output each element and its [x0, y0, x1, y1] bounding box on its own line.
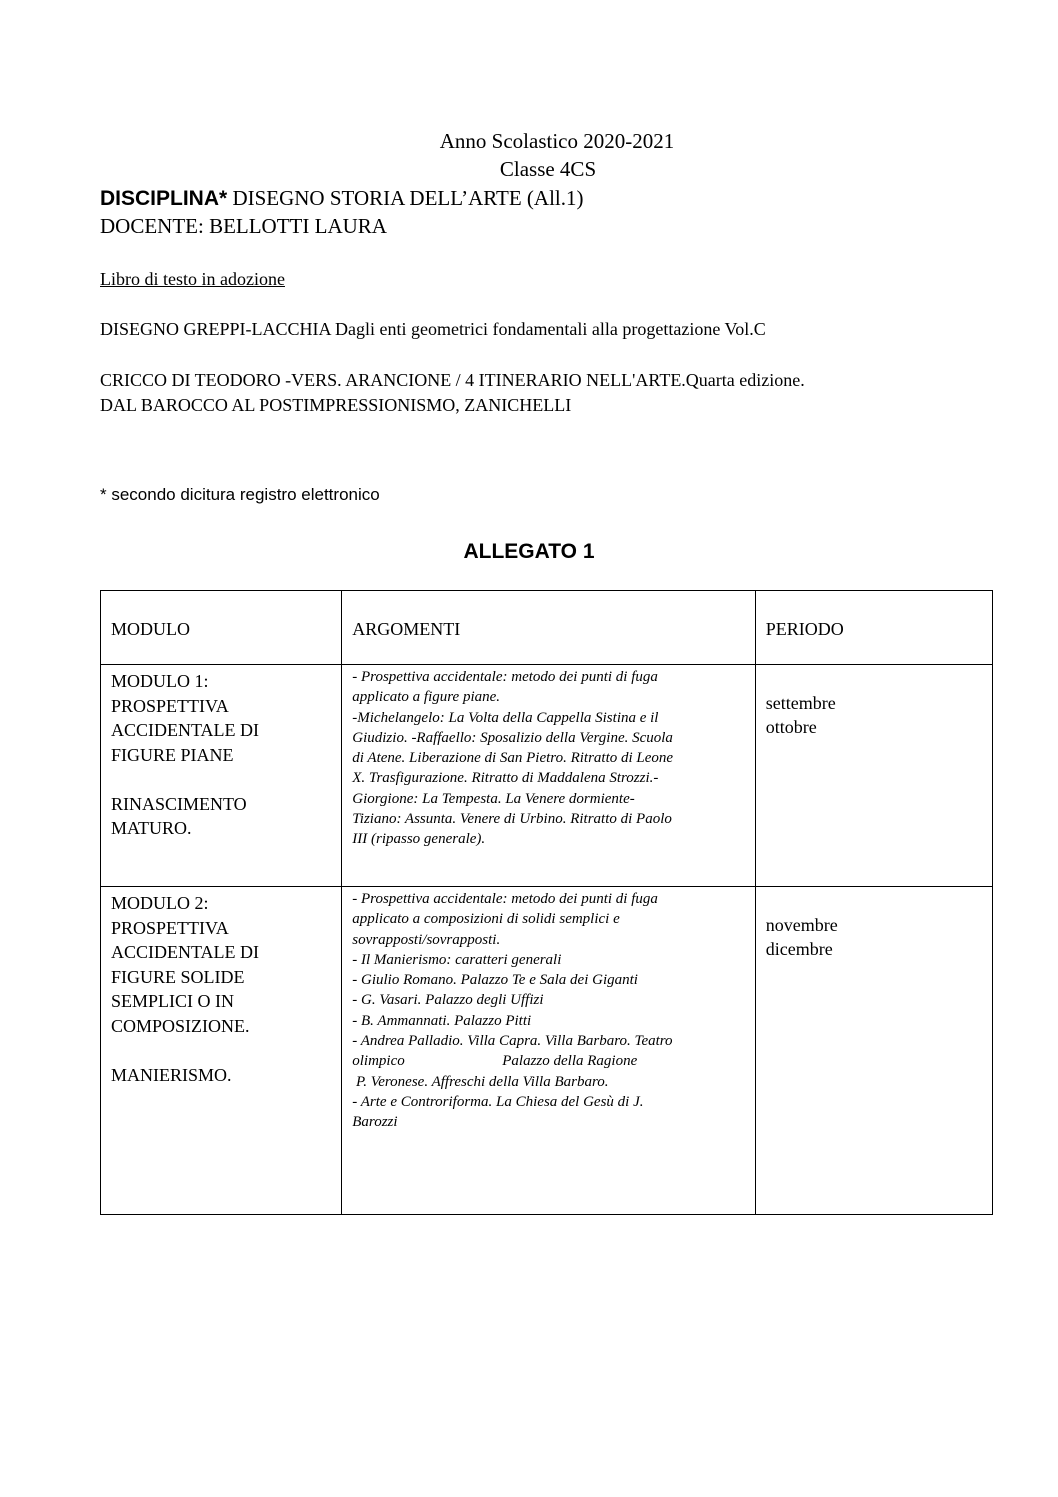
argomenti-line: - Prospettiva accidentale: metodo dei punti di fuga [352, 669, 658, 685]
argomenti-line: III (ripasso generale). [352, 831, 486, 848]
argomenti-line: - Il Manierismo: caratteri generali [352, 951, 562, 968]
argomenti-line: olimpico Palazzo della Ragione [352, 1053, 638, 1070]
periodo-line: novembre [765, 915, 838, 935]
modulo-line: ACCIDENTALE DI [111, 720, 260, 740]
modulo-line: PROSPETTIVA [111, 917, 229, 938]
argomenti-line: Giudizio. -Raffaello: Sposalizio della Vergine. Scuola [352, 729, 673, 746]
periodo-line: settembre [765, 693, 836, 713]
discipline-line [100, 185, 584, 212]
argomenti-line: Tiziano: Assunta. Venere di Urbino. Ritratto di Paolo [352, 811, 672, 828]
header-periodo: PERIODO [755, 591, 992, 665]
modulo-spacer [111, 1038, 341, 1063]
argomenti-line: di Atene. Liberazione di San Pietro. Ritratto di Leone [352, 750, 674, 767]
textbook-1: DISEGNO GREPPI-LACCHIA Dagli enti geometrici fondamentali alla progettazione Vol.C [100, 319, 766, 339]
modulo-spacer [111, 767, 341, 792]
argomenti-line: sovrapposti/sovrapposti. [352, 931, 501, 948]
argomenti-line: Barozzi [352, 1114, 398, 1131]
argomenti-line: Giorgione: La Tempesta. La Venere dormiente- [352, 790, 635, 807]
discipline-label: DISCIPLINA* [100, 187, 228, 210]
modulo-cell [101, 665, 342, 887]
textbook-2-line-2: DAL BAROCCO AL POSTIMPRESSIONISMO, ZANICHELLI [100, 395, 572, 415]
argomenti-line: X. Trasfigurazione. Ritratto di Maddalena Strozzi.- [352, 770, 659, 787]
periodo-line: dicembre [765, 939, 833, 959]
school-year: Anno Scolastico 2020-2021 [439, 129, 675, 153]
modulo-line: RINASCIMENTO [111, 793, 247, 814]
argomenti-cell [342, 665, 755, 887]
modulo-line: MODULO 2: [111, 893, 209, 913]
allegato-title: ALLEGATO 1 [463, 540, 595, 563]
modulo-line: MODULO 1: [111, 671, 209, 691]
argomenti-line: - B. Ammannati. Palazzo Pitti [352, 1012, 532, 1029]
modulo-line: MANIERISMO. [111, 1064, 232, 1085]
argomenti-line: applicato a figure piane. [352, 689, 501, 706]
modulo-line: SEMPLICI O IN [111, 991, 235, 1011]
header-argomenti: ARGOMENTI [342, 591, 755, 665]
footnote: * secondo dicitura registro elettronico [100, 485, 380, 504]
periodo-cell [755, 887, 992, 1215]
argomenti-cell [342, 887, 755, 1215]
table-row [101, 887, 993, 1215]
argomenti-line: P. Veronese. Affreschi della Villa Barbaro. [352, 1073, 609, 1090]
modulo-line: MATURO. [111, 818, 192, 838]
argomenti-line: -Michelangelo: La Volta della Cappella Sistina e il [352, 709, 659, 726]
argomenti-line: - Prospettiva accidentale: metodo dei punti di fuga [352, 891, 658, 907]
modulo-line: COMPOSIZIONE. [111, 1015, 250, 1036]
header-modulo: MODULO [101, 591, 342, 665]
class-name: Classe 4CS [499, 157, 597, 181]
argomenti-line: - G. Vasari. Palazzo degli Uffizi [352, 992, 544, 1009]
discipline-value: DISEGNO STORIA DELL’ARTE (All.1) [232, 186, 584, 210]
argomenti-line: - Arte e Controriforma. La Chiesa del Gesù di J. [352, 1093, 644, 1110]
modulo-line: PROSPETTIVA [111, 695, 229, 716]
textbook-heading: Libro di testo in adozione [100, 269, 285, 289]
modulo-cell [101, 887, 342, 1215]
modulo-line: FIGURE PIANE [111, 744, 234, 765]
teacher-line: DOCENTE: BELLOTTI LAURA [100, 214, 387, 238]
periodo-cell [755, 665, 992, 887]
argomenti-line: - Giulio Romano. Palazzo Te e Sala dei Giganti [352, 972, 638, 989]
textbook-2-line-1: CRICCO DI TEODORO -VERS. ARANCIONE / 4 ITINERARIO NELL'ARTE.Quarta edizione. [100, 370, 805, 390]
program-table [100, 590, 993, 1215]
modulo-line: ACCIDENTALE DI [111, 942, 260, 962]
modulo-line: FIGURE SOLIDE [111, 966, 245, 987]
table-row [101, 665, 993, 887]
table-header-row [101, 591, 993, 665]
periodo-line: ottobre [765, 717, 817, 737]
argomenti-line: - Andrea Palladio. Villa Capra. Villa Barbaro. Teatro [352, 1033, 673, 1050]
argomenti-line: applicato a composizioni di solidi semplici e [352, 911, 620, 928]
